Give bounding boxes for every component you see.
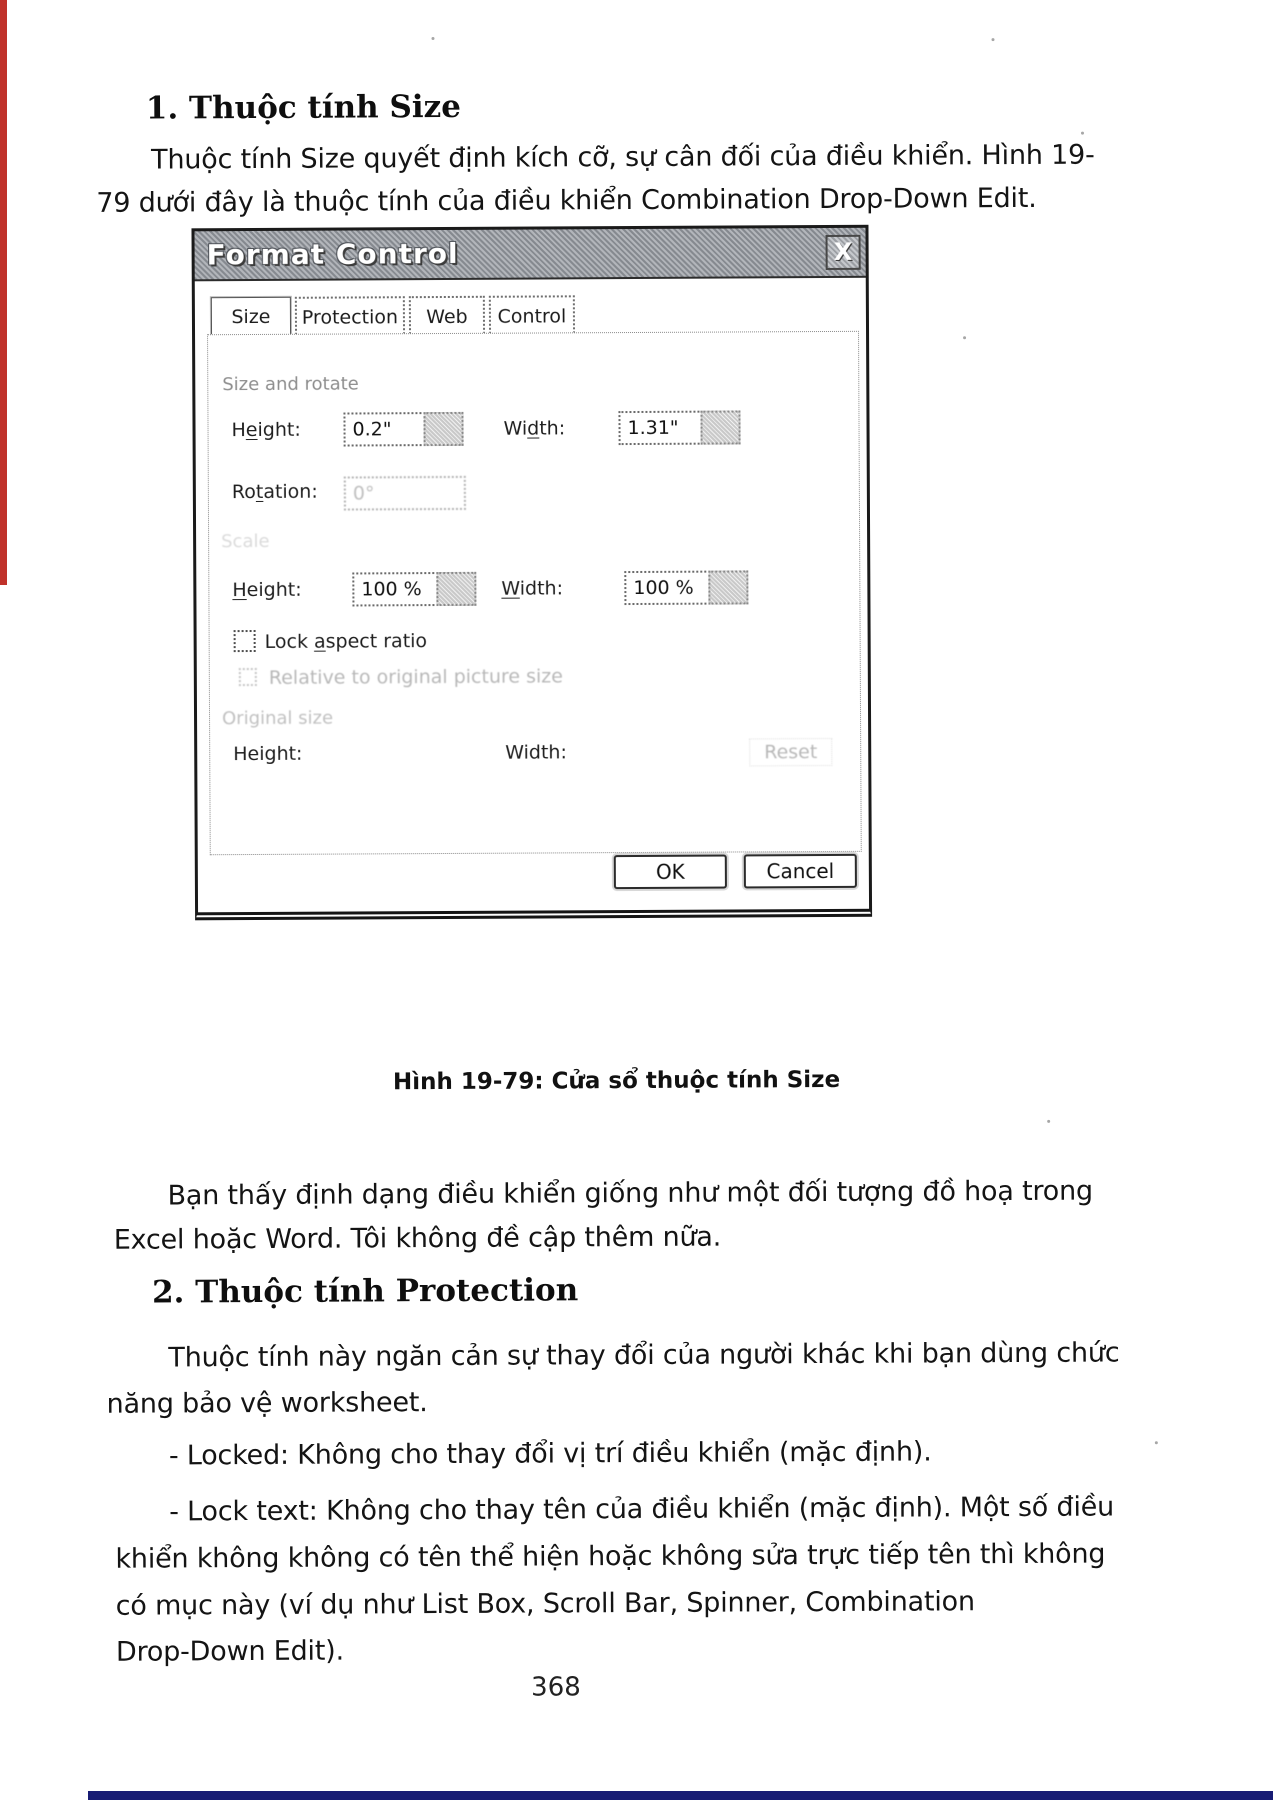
section-heading-size: 1. Thuộc tính Size <box>145 88 462 127</box>
scan-noise <box>991 38 994 41</box>
height-label: Height: <box>231 418 301 442</box>
width-input[interactable]: 1.31" <box>618 411 702 445</box>
original-width-label: Width: <box>505 741 567 764</box>
paragraph-line: năng bảo vệ worksheet. <box>106 1387 428 1420</box>
scan-noise <box>1155 1441 1158 1444</box>
paragraph-line: Thuộc tính Size quyết định kích cỡ, sự cân đối của điều khiển. Hình 19- <box>151 139 1095 176</box>
paragraph-line: có mục này (ví dụ như List Box, Scroll Bar, Spinner, Combination <box>115 1586 975 1622</box>
tab-size[interactable]: Size <box>211 297 291 335</box>
ok-button[interactable]: OK <box>614 855 727 890</box>
scale-width-label: Width: <box>501 577 564 600</box>
relative-to-original-checkbox <box>239 668 257 686</box>
dialog-titlebar[interactable] <box>194 228 865 282</box>
scale-height-spinner[interactable] <box>436 572 476 606</box>
group-label-size-and-rotate: Size and rotate <box>222 373 359 396</box>
height-spinner[interactable] <box>423 412 463 446</box>
scale-width-spinner[interactable] <box>708 570 748 604</box>
lock-aspect-ratio-checkbox[interactable] <box>234 630 256 652</box>
scale-height-input[interactable]: 100 % <box>352 572 438 606</box>
scan-noise <box>1047 1120 1050 1123</box>
original-height-label: Height: <box>233 742 303 766</box>
scan-noise <box>1081 132 1084 135</box>
lock-aspect-ratio-label: Lock aspect ratio <box>264 630 428 653</box>
rotation-input: 0° <box>344 476 466 511</box>
page-number: 368 <box>531 1672 581 1703</box>
close-icon[interactable]: X <box>826 235 861 270</box>
width-spinner[interactable] <box>700 410 740 444</box>
width-label: Width: <box>503 417 566 440</box>
tab-web[interactable]: Web <box>409 296 485 334</box>
reset-button: Reset <box>749 738 832 766</box>
group-label-scale: Scale <box>221 530 270 553</box>
paragraph-line: khiển không không có tên thể hiện hoặc không sửa trực tiếp tên thì không <box>115 1538 1106 1575</box>
scan-noise <box>431 37 434 40</box>
paragraph-line: Excel hoặc Word. Tôi không đề cập thêm nữa. <box>113 1221 722 1256</box>
section-heading-protection: 2. Thuộc tính Protection <box>151 1272 579 1311</box>
paragraph-line: - Locked: Không cho thay đổi vị trí điều khiển (mặc định). <box>168 1436 932 1472</box>
figure-caption: Hình 19-79: Cửa sổ thuộc tính Size <box>392 1066 841 1096</box>
relative-to-original-label: Relative to original picture size <box>268 665 563 689</box>
rotation-label: Rotation: <box>231 480 318 504</box>
scan-noise <box>963 336 966 339</box>
height-input[interactable]: 0.2" <box>343 412 425 446</box>
tab-protection[interactable]: Protection <box>295 296 405 335</box>
format-control-dialog <box>191 225 872 921</box>
cancel-button[interactable]: Cancel <box>744 854 857 889</box>
paragraph-line: Bạn thấy định dạng điều khiển giống như một đối tượng đồ hoạ trong <box>167 1175 1094 1212</box>
group-label-original-size: Original size <box>221 707 334 730</box>
paragraph-line: - Lock text: Không cho thay tên của điều khiển (mặc định). Một số điều <box>169 1491 1115 1528</box>
paragraph-line: Thuộc tính này ngăn cản sự thay đổi của người khác khi bạn dùng chức <box>168 1337 1120 1374</box>
paragraph-line: 79 dưới đây là thuộc tính của điều khiển Combination Drop-Down Edit. <box>96 182 1037 219</box>
tab-control[interactable]: Control <box>489 295 575 333</box>
dialog-title: Format Control <box>206 236 459 272</box>
scale-width-input[interactable]: 100 % <box>624 571 710 605</box>
paragraph-line: Drop-Down Edit). <box>115 1635 345 1668</box>
scale-height-label: Height: <box>232 578 302 602</box>
